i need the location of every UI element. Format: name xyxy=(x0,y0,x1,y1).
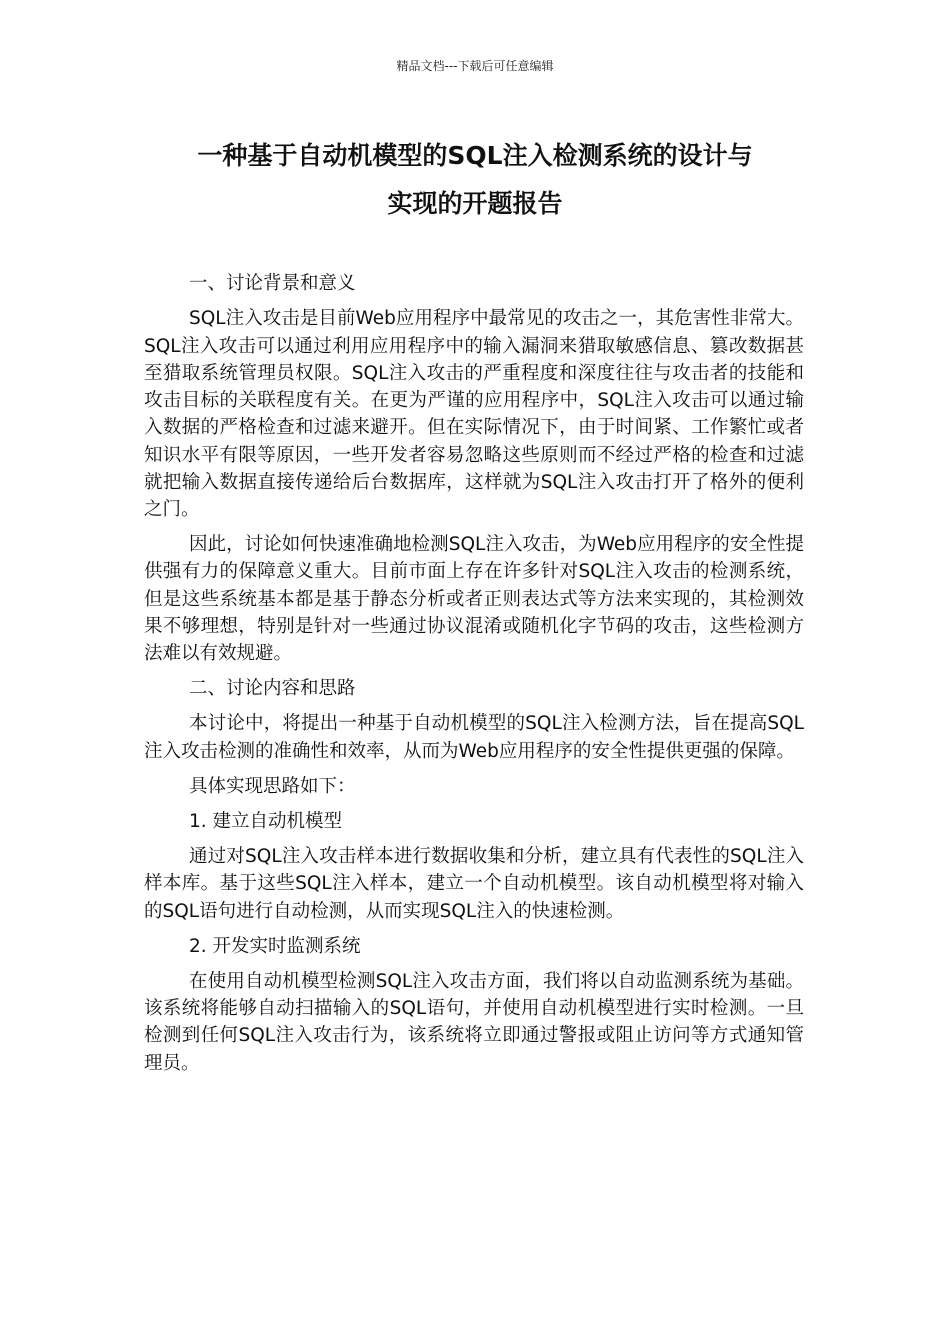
paragraph-automaton-model: 通过对SQL注入攻击样本进行数据收集和分析，建立具有代表性的SQL注入样本库。基于这些SQL注入样本，建立一个自动机模型。该自动机模型将对输入的SQL语句进行自动检测，从而实现SQL注入的快速检测。 xyxy=(144,846,804,922)
section-heading-background: 一、讨论背景和意义 xyxy=(189,273,356,294)
document-title-line-1: 一种基于自动机模型的SQL注入检测系统的设计与 xyxy=(197,141,753,170)
section-heading-content: 二、讨论内容和思路 xyxy=(189,678,356,700)
list-heading-automaton-model: 1. 建立自动机模型 xyxy=(189,810,343,832)
subheading-implementation-ideas: 具体实现思路如下： xyxy=(189,775,356,797)
document-title xyxy=(140,132,810,228)
paragraph-content-1: 本讨论中，将提出一种基于自动机模型的SQL注入检测方法，旨在提高SQL注入攻击检测的准确性和效率，从而为Web应用程序的安全性提供更强的保障。 xyxy=(144,713,804,762)
document-body xyxy=(144,270,804,1085)
list-heading-monitoring-system: 2. 开发实时监测系统 xyxy=(189,935,361,957)
header-note: 精品文档---下载后可任意编辑 xyxy=(396,59,554,73)
document-title-line-2: 实现的开题报告 xyxy=(387,189,563,218)
paragraph-background-1: SQL注入攻击是目前Web应用程序中最常见的攻击之一，其危害性非常大。SQL注入攻击可以通过利用应用程序中的输入漏洞来猎取敏感信息、篡改数据甚至猎取系统管理员权限。SQL注入攻击的严重程度和深度往往与攻击者的技能和攻击目标的关联程度有关。在更为严谨的应用程序中，SQL注入攻击可以通过输入数据的严格检查和过滤来避开。但在实际情况下，由于时间紧、工作繁忙或者知识水平有限等原因，一些开发者容易忽略这些原则而不经过严格的检查和过滤就把输入数据直接传递给后台数据库，这样就为SQL注入攻击打开了格外的便利之门。 xyxy=(144,308,804,521)
paragraph-background-2: 因此，讨论如何快速准确地检测SQL注入攻击，为Web应用程序的安全性提供强有力的保障意义重大。目前市面上存在许多针对SQL注入攻击的检测系统，但是这些系统基本都是基于静态分析或者正则表达式等方法来实现的，其检测效果不够理想，特别是针对一些通过协议混淆或随机化字节码的攻击，这些检测方法难以有效规避。 xyxy=(144,534,804,665)
paragraph-monitoring-system: 在使用自动机模型检测SQL注入攻击方面，我们将以自动监测系统为基础。该系统将能够自动扫描输入的SQL语句，并使用自动机模型进行实时检测。一旦检测到任何SQL注入攻击行为，该系统将立即通过警报或阻止访问等方式通知管理员。 xyxy=(144,970,804,1074)
